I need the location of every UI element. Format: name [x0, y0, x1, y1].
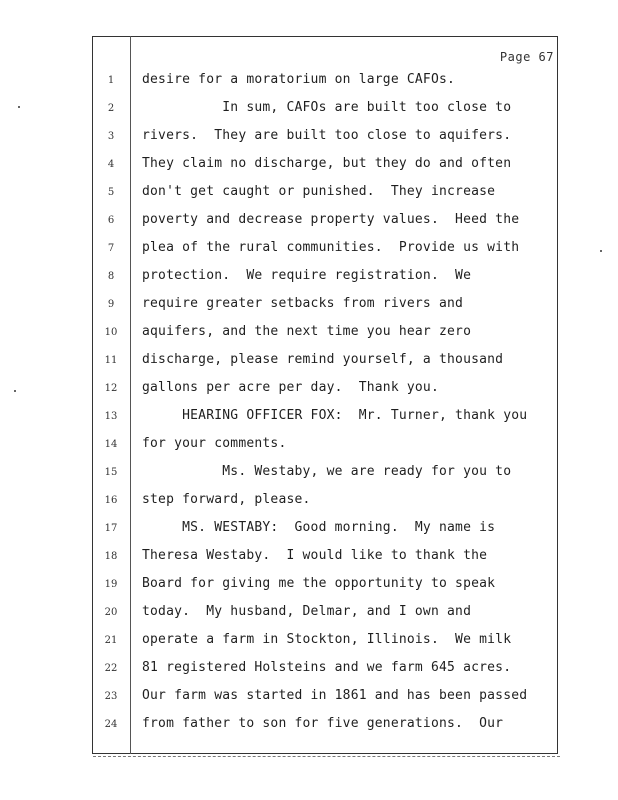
line-text: desire for a moratorium on large CAFOs.: [142, 72, 456, 87]
transcript-line: [100, 436, 550, 454]
transcript-line: [100, 156, 550, 174]
line-text: Theresa Westaby. I would like to thank the: [142, 548, 488, 563]
line-text: aquifers, and the next time you hear zero: [142, 324, 472, 339]
line-text: rivers. They are built too close to aquifers.: [142, 128, 512, 143]
scan-speck: [14, 390, 16, 392]
transcript-line: [100, 492, 550, 510]
line-number: 7: [107, 243, 115, 254]
transcript-line: [100, 240, 550, 258]
transcript-line: [100, 184, 550, 202]
transcript-line: [100, 296, 550, 314]
transcript-line: [100, 100, 550, 118]
line-number: 20: [104, 607, 118, 618]
transcript-line: [100, 576, 550, 594]
line-number: 12: [104, 383, 118, 394]
line-text: for your comments.: [142, 436, 287, 451]
line-text: Board for giving me the opportunity to speak: [142, 576, 496, 591]
transcript-line: [100, 212, 550, 230]
transcript-line: [100, 408, 550, 426]
line-number: 4: [107, 159, 115, 170]
line-number: 8: [107, 271, 115, 282]
line-number: 6: [107, 215, 115, 226]
transcript-line: [100, 716, 550, 734]
transcript-line: [100, 548, 550, 566]
transcript-line: [100, 632, 550, 650]
line-text: poverty and decrease property values. Heed the: [142, 212, 520, 227]
line-number: 14: [104, 439, 118, 450]
line-text: 81 registered Holsteins and we farm 645 acres.: [142, 660, 512, 675]
transcript-line: [100, 352, 550, 370]
line-text: plea of the rural communities. Provide us with: [142, 240, 520, 255]
line-number: 21: [104, 635, 118, 646]
line-text: In sum, CAFOs are built too close to: [142, 100, 512, 115]
line-number: 13: [104, 411, 118, 422]
line-number: 17: [104, 523, 118, 534]
line-text: gallons per acre per day. Thank you.: [142, 380, 439, 395]
line-text: from father to son for five generations. Our: [142, 716, 504, 731]
line-text: protection. We require registration. We: [142, 268, 472, 283]
scan-speck: [18, 106, 20, 108]
page-number: Page 67: [499, 50, 554, 64]
line-text: discharge, please remind yourself, a thousand: [142, 352, 504, 367]
line-number: 11: [104, 355, 118, 366]
line-number: 10: [104, 327, 118, 338]
scan-speck: [600, 250, 602, 252]
transcript-line: [100, 464, 550, 482]
line-text: They claim no discharge, but they do and often: [142, 156, 512, 171]
line-number: 9: [107, 299, 115, 310]
line-text: MS. WESTABY: Good morning. My name is: [142, 520, 496, 535]
transcript-line: [100, 268, 550, 286]
line-text: HEARING OFFICER FOX: Mr. Turner, thank you: [142, 408, 528, 423]
line-number: 15: [104, 467, 118, 478]
transcript-line: [100, 604, 550, 622]
transcript-line: [100, 660, 550, 678]
line-number: 24: [104, 719, 118, 730]
transcript-line: [100, 380, 550, 398]
line-number: 19: [104, 579, 118, 590]
line-number: 3: [107, 131, 115, 142]
line-number: 22: [104, 663, 118, 674]
line-number: 23: [104, 691, 118, 702]
line-number: 18: [104, 551, 118, 562]
line-text: don't get caught or punished. They increase: [142, 184, 496, 199]
line-text: Ms. Westaby, we are ready for you to: [142, 464, 512, 479]
line-text: operate a farm in Stockton, Illinois. We milk: [142, 632, 512, 647]
transcript-line: [100, 520, 550, 538]
transcript-line: [100, 688, 550, 706]
line-text: step forward, please.: [142, 492, 311, 507]
line-number: 16: [104, 495, 118, 506]
transcript-line: [100, 72, 550, 90]
line-number: 2: [107, 103, 115, 114]
line-text: today. My husband, Delmar, and I own and: [142, 604, 472, 619]
line-text: require greater setbacks from rivers and: [142, 296, 464, 311]
transcript-line: [100, 324, 550, 342]
transcript-line: [100, 128, 550, 146]
line-text: Our farm was started in 1861 and has been passed: [142, 688, 528, 703]
line-number: 5: [107, 187, 115, 198]
line-number: 1: [107, 75, 115, 86]
